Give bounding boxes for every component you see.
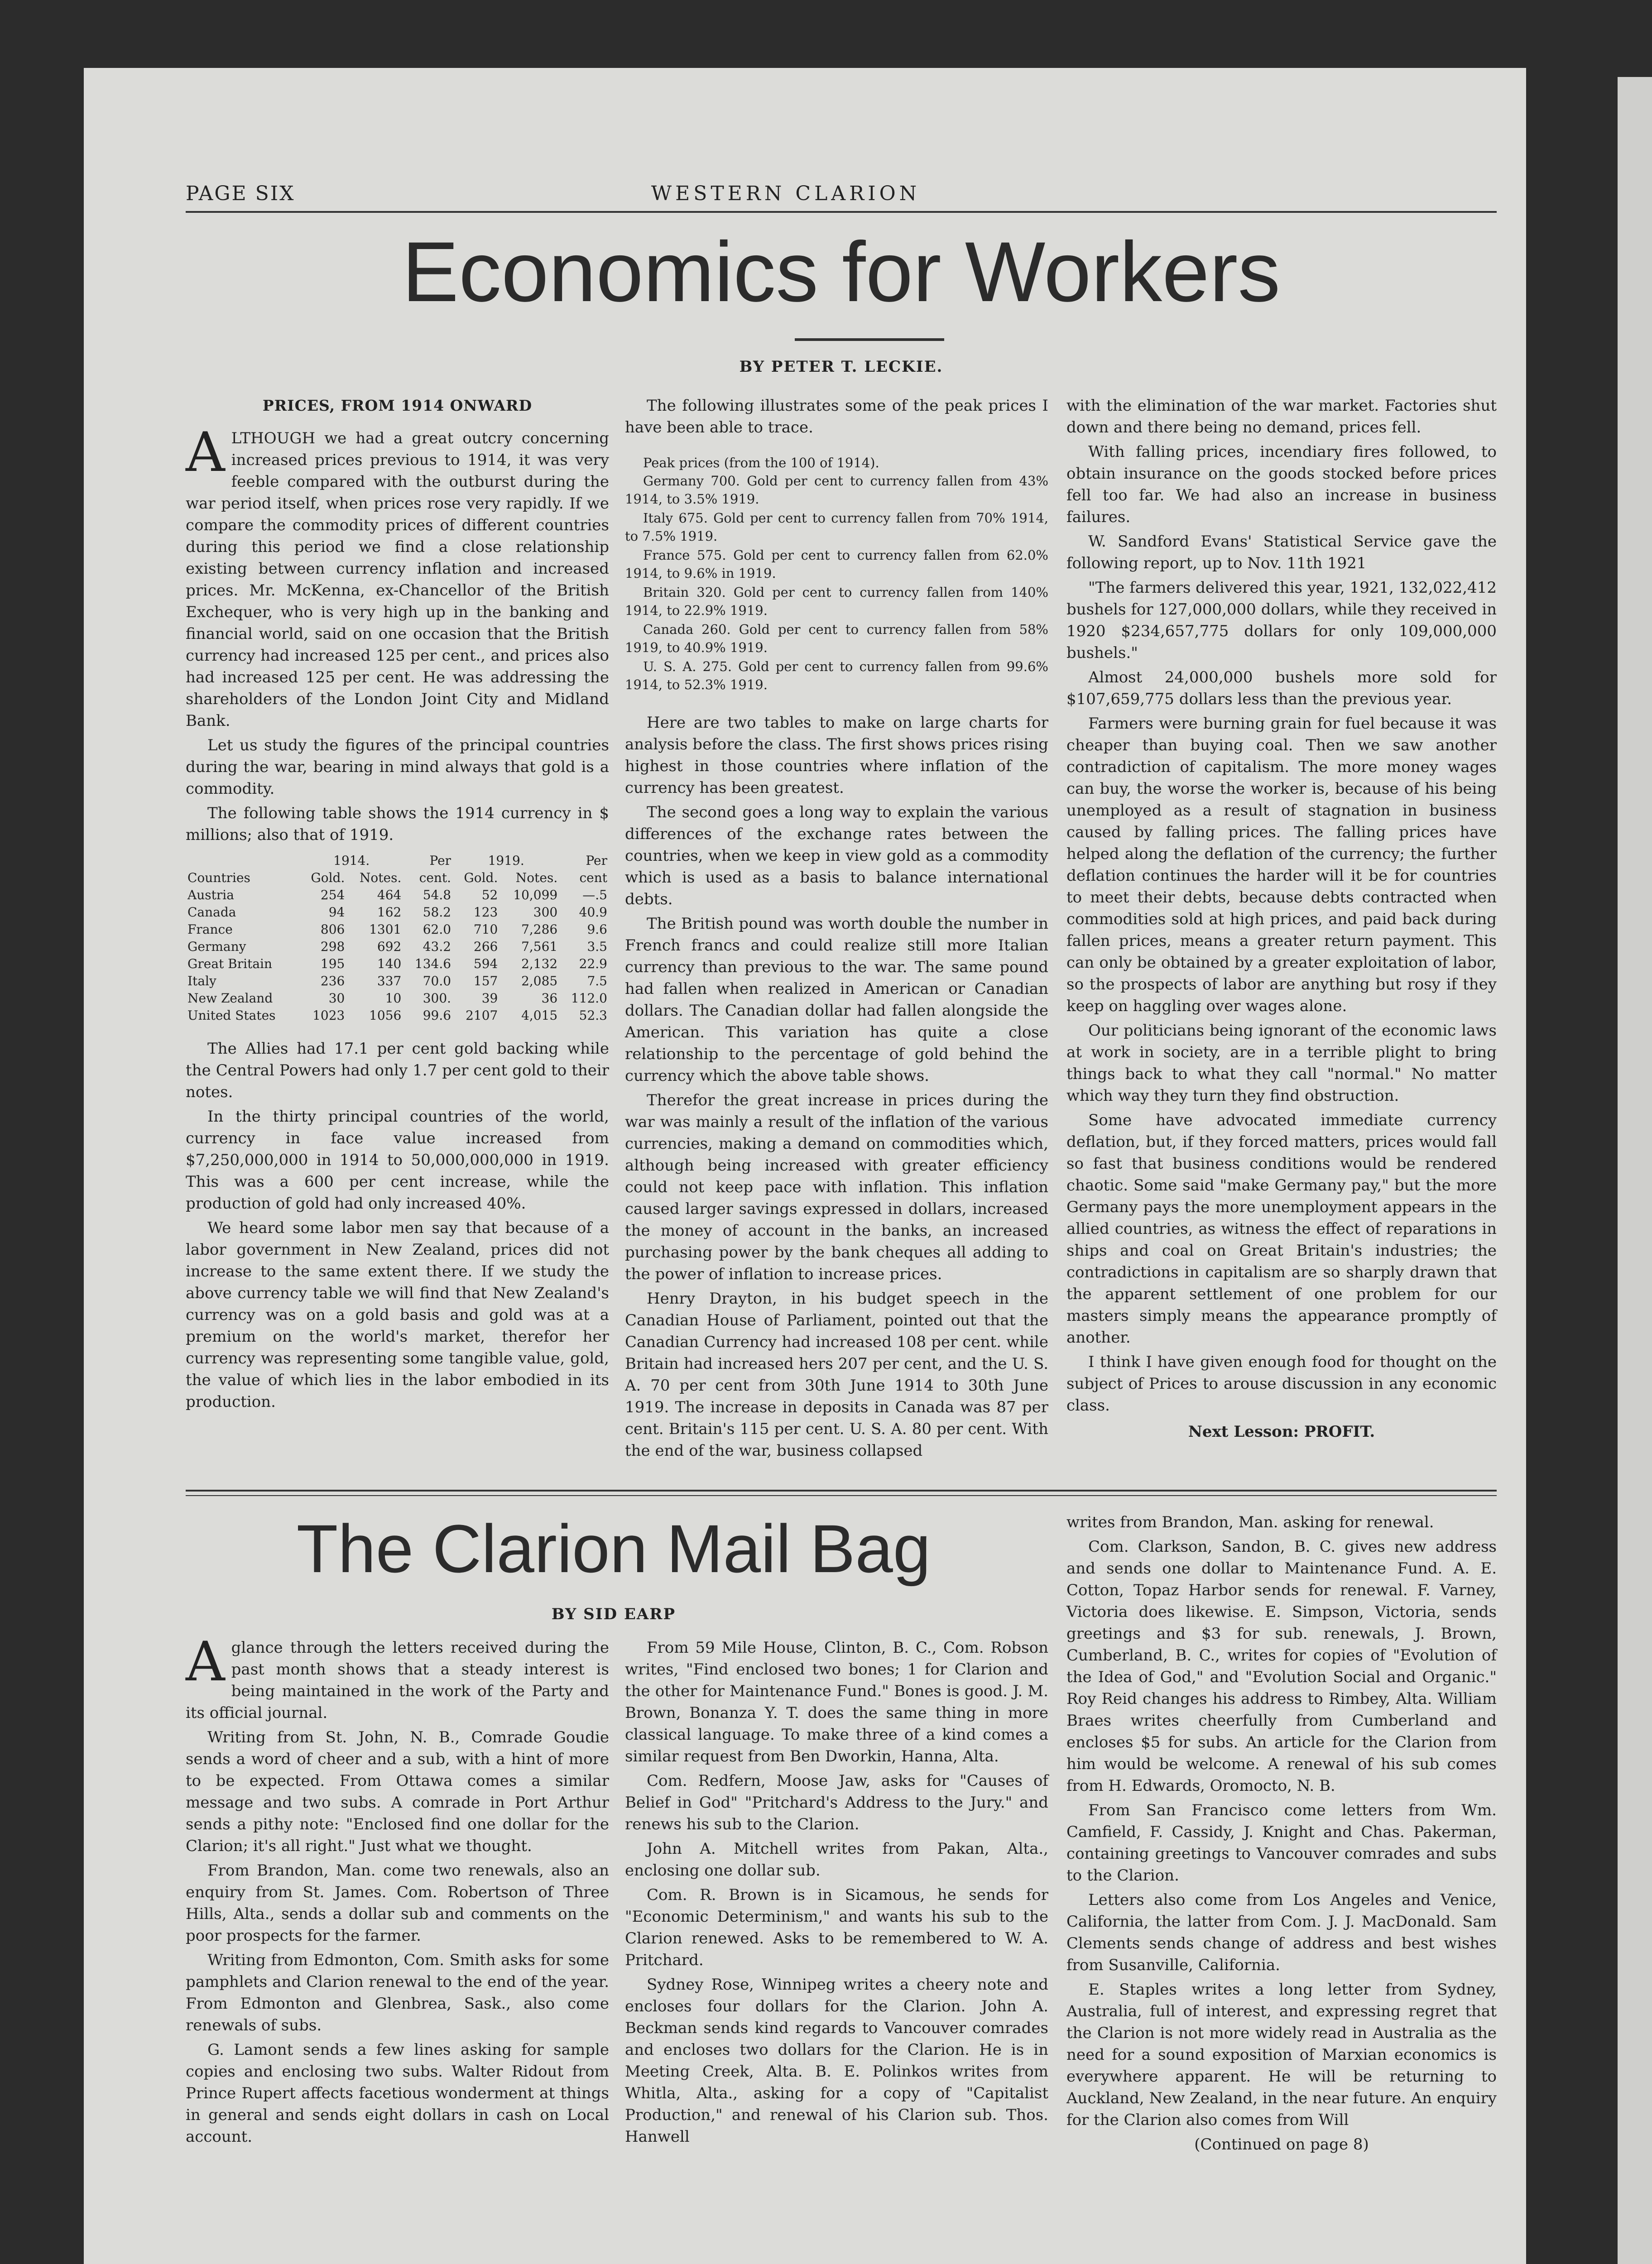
country-cell: Germany xyxy=(187,939,246,954)
peak-price-item: Italy 675. Gold per cent to currency fallen from 70% 1914, to 7.5% 1919. xyxy=(625,510,1048,544)
column-header: cent. xyxy=(419,870,451,885)
value-cell: 7,286 xyxy=(521,922,558,937)
peak-price-item: France 575. Gold per cent to currency fallen from 62.0% 1914, to 9.6% in 1919. xyxy=(625,547,1048,581)
value-cell: 123 xyxy=(473,905,498,920)
currency-table xyxy=(186,852,609,1024)
value-cell: 58.2 xyxy=(423,905,451,920)
value-cell: 52.3 xyxy=(579,1008,607,1023)
column-header: Gold. xyxy=(464,870,498,885)
table-row xyxy=(186,973,609,990)
value-cell: 22.9 xyxy=(579,956,607,971)
article-paragraph: Writing from St. John, N. B., Comrade Goudie sends a word of cheer and a sub, with a hint of more to be expected. From Ottawa comes a similar message and two subs. A comrade in Port Arthur sends a pithy note: "Enclosed find one dollar for the Clarion; it's all right." Just what we thought. xyxy=(186,1728,609,1855)
article-paragraph: I think I have given enough food for thought on the subject of Prices to arouse discussion in any economic class. xyxy=(1066,1353,1497,1415)
value-cell: 99.6 xyxy=(423,1008,451,1023)
column-header: Notes. xyxy=(515,870,558,885)
value-cell: 62.0 xyxy=(423,922,451,937)
value-cell: 298 xyxy=(320,939,345,954)
column-header: Notes. xyxy=(359,870,402,885)
table-row xyxy=(186,955,609,973)
adjacent-page-edge xyxy=(1618,77,1652,2264)
article-paragraph: W. Sandford Evans' Statistical Service gave the following report, up to Nov. 11th 1921 xyxy=(1066,532,1497,572)
article-paragraph: ALTHOUGH we had a great outcry concerning increased prices previous to 1914, it was very feeble compared with the outburst during the war period itself, when prices rose very rapidly. If we compare the commodity prices of different countries during this period we find a close relationship existing between currency inflation and increased prices. Mr. McKenna, ex-Chancellor of the British Exchequer, who is very high up in the banking and financial world, said on one occasion that the British currency had increased 125 per cent., and prices also had increased 125 per cent. He was addressing the shareholders of the London Joint City and Midland Bank. xyxy=(186,421,609,730)
article-paragraph: With falling prices, incendiary fires followed, to obtain insurance on the goods stocked before prices fell too far. We had also an increase in business failures. xyxy=(1066,443,1497,526)
value-cell: 7.5 xyxy=(587,974,607,988)
article-paragraph: Writing from Edmonton, Com. Smith asks for some pamphlets and Clarion renewal to the end of the year. From Edmonton and Glenbrea, Sask., also come renewals of subs. xyxy=(186,1951,609,2034)
value-cell: 39 xyxy=(481,991,498,1006)
article-paragraph: Com. Redfern, Moose Jaw, asks for "Causes of Belief in God" "Pritchard's Address to the Jury." and renews his sub to the Clarion. xyxy=(625,1772,1048,1833)
value-cell: 157 xyxy=(473,974,498,988)
value-cell: 236 xyxy=(320,974,345,988)
article-paragraph: Some have advocated immediate currency deflation, but, if they forced matters, prices would fall so fast that business conditions would be rendered chaotic. Some said "make Germany pay," but the more Germany pays the more unemployment appears in the allied countries, as witness the effect of reparations in ships and coal on Great Britain's industries; the contradictions in capitalism are so sharply drawn that the apparent settlement of one problem for our masters simply means the appearance promptly of another. xyxy=(1066,1111,1497,1347)
column-header: Countries xyxy=(187,870,250,885)
table-row xyxy=(186,938,609,955)
article-title: Economics for Workers xyxy=(402,224,1281,319)
article-paragraph: Let us study the figures of the principal countries during the war, bearing in mind always that gold is a commodity. xyxy=(186,736,609,798)
section-subhead: PRICES, FROM 1914 ONWARD xyxy=(262,397,533,414)
article-paragraph: Our politicians being ignorant of the economic laws at work in society, are in a terrible plight to bring things back to what they call "normal." No matter which way they turn they find obstruction. xyxy=(1066,1022,1497,1105)
country-cell: Austria xyxy=(187,887,234,902)
article-paragraph: Henry Drayton, in his budget speech in the Canadian House of Parliament, pointed out that the Canadian Currency had increased 108 per cent. while Britain had increased hers 207 per cent, and the U. S. A. 70 per cent from 30th June 1914 to 30th June 1919. The increase in deposits in Canada was 87 per cent. Britain's 115 per cent. U. S. A. 80 per cent. With the end of the war, business collapsed xyxy=(625,1290,1048,1460)
value-cell: 1301 xyxy=(369,922,402,937)
value-cell: 2,085 xyxy=(521,974,558,988)
table-header-row xyxy=(186,852,609,869)
article-column-2 xyxy=(625,395,1048,1464)
value-cell: 40.9 xyxy=(579,905,607,920)
mailbag-column-2 xyxy=(625,1637,1048,2150)
next-lesson: Next Lesson: PROFIT. xyxy=(1188,1423,1375,1441)
article-paragraph: Here are two tables to make on large charts for analysis before the class. The first shows prices rising highest in those countries where inflation of the currency has been greatest. xyxy=(625,714,1048,797)
table-row xyxy=(186,904,609,921)
peak-price-item: Germany 700. Gold per cent to currency fallen from 43% 1914, to 3.5% 1919. xyxy=(625,473,1048,507)
country-cell: New Zealand xyxy=(187,991,273,1006)
article-paragraph: Sydney Rose, Winnipeg writes a cheery note and encloses four dollars for the Clarion. John A. Beckman sends kind regards to Vancouver comrades and encloses two dollars for the Clarion. He is in Meeting Creek, Alta. B. E. Polinkos writes from Whitla, Alta., asking for a copy of "Capitalist Production," and renewal of his Clarion sub. Thos. Hanwell xyxy=(625,1976,1048,2146)
column-header: Gold. xyxy=(311,870,345,885)
value-cell: 112.0 xyxy=(571,991,607,1006)
value-cell: 140 xyxy=(377,956,402,971)
continued-note: (Continued on page 8) xyxy=(1194,2135,1369,2154)
per-header: Per xyxy=(586,853,607,868)
value-cell: 134.6 xyxy=(414,956,451,971)
table-header-row xyxy=(186,869,609,887)
section-divider xyxy=(186,1490,1497,1492)
peak-price-item: Canada 260. Gold per cent to currency fallen from 58% 1919, to 40.9% 1919. xyxy=(625,622,1048,655)
article-paragraph: with the elimination of the war market. Factories shut down and there being no demand, prices fell. xyxy=(1066,397,1497,436)
value-cell: 10,099 xyxy=(513,887,558,902)
article-byline: BY PETER T. LECKIE. xyxy=(739,358,943,376)
value-cell: 94 xyxy=(328,905,345,920)
article-column-1 xyxy=(186,395,609,1415)
article-paragraph: From San Francisco come letters from Wm. Camfield, F. Cassidy, J. Knight and Chas. Pakerman, containing greetings to Vancouver comrades and subs to the Clarion. xyxy=(1066,1801,1497,1885)
value-cell: 300. xyxy=(423,991,451,1006)
country-cell: Great Britain xyxy=(187,956,273,971)
title-rule xyxy=(795,338,944,341)
value-cell: 4,015 xyxy=(521,1008,558,1023)
article-paragraph: Aglance through the letters received during the past month shows that a steady interest is being maintained in the work of the Party and its official journal. xyxy=(186,1631,609,1722)
article-paragraph: Therefor the great increase in prices during the war was mainly a result of the inflation of the various currencies, making a demand on commodities which, although being increased with greater efficiency could not keep pace with inflation. This inflation caused larger savings expressed in dollars, increased the money of account in the banks, an increased purchasing power by the bank cheques all adding to the power of inflation to increase prices. xyxy=(625,1091,1048,1283)
value-cell: 337 xyxy=(377,974,402,988)
article-paragraph: In the thirty principal countries of the world, currency in face value increased from $7,250,000,000 in 1914 to 50,000,000,000 in 1919. This was a 600 per cent increase, while the production of gold had only increased 40%. xyxy=(186,1108,609,1213)
value-cell: 1056 xyxy=(369,1008,402,1023)
country-cell: Canada xyxy=(187,905,236,920)
country-cell: France xyxy=(187,922,233,937)
article-paragraph: "The farmers delivered this year, 1921, 132,022,412 bushels for 127,000,000 dollars, while they received in 1920 $234,657,775 dollars for only 109,000,000 bushels." xyxy=(1066,579,1497,662)
mailbag-column-3 xyxy=(1066,1511,1497,2155)
article-paragraph: John A. Mitchell writes from Pakan, Alta., enclosing one dollar sub. xyxy=(625,1840,1048,1880)
peak-price-item: U. S. A. 275. Gold per cent to currency fallen from 99.6% 1914, to 52.3% 1919. xyxy=(625,659,1048,692)
article-paragraph: The British pound was worth double the number in French francs and could realize still more Italian currency than previous to the war. The same pound had fallen when realized in American or Canadian dollars. The Canadian dollar had fallen alongside the American. This variation has quite a close relationship to the percentage of gold behind the currency which the above table shows. xyxy=(625,915,1048,1085)
article-paragraph: Com. R. Brown is in Sicamous, he sends for "Economic Determinism," and wants his sub to the Clarion renewed. Asks to be remembered to W. A. Pritchard. xyxy=(625,1886,1048,1969)
value-cell: 36 xyxy=(541,991,558,1006)
value-cell: 2107 xyxy=(466,1008,498,1023)
year-1914-header: 1914. xyxy=(333,853,370,868)
article-paragraph: We heard some labor men say that because of a labor government in New Zealand, prices did not increase to the same extent there. If we study the above currency table we will find that New Zealand's currency was on a gold basis and gold was at a premium on the world's market, therefor her currency was representing some tangible value, gold, the value of which lies in the labor embodied in its production. xyxy=(186,1219,609,1411)
article-paragraph: Farmers were burning grain for fuel because it was cheaper than buying coal. Then we saw another contradiction of capitalism. The more money wages can buy, the worse the worker is, because of his being unemployed as a result of stagnation in business caused by falling prices. The falling prices have helped along the deflation of the currency; the further deflation continues the harder will it be for countries to meet their debts, because debts contracted when commodities sold at high prices, and paid back during fallen prices, means a greater return payment. This can only be obtained by a greater exploitation of labor, so the prospects of labor are anything but rosy if they keep on haggling over wages alone. xyxy=(1066,715,1497,1015)
article-paragraph: The second goes a long way to explain the various differences of the exchange rates between the countries, when we keep in view gold as a commodity which is used as a basis to balance international debts. xyxy=(625,803,1048,908)
value-cell: 195 xyxy=(320,956,345,971)
peak-prices-title: Peak prices (from the 100 of 1914). xyxy=(643,455,879,470)
masthead: WESTERN CLARION xyxy=(651,182,921,205)
value-cell: 3.5 xyxy=(587,939,607,954)
column-header: cent xyxy=(579,870,607,885)
article-paragraph: From 59 Mile House, Clinton, B. C., Com. Robson writes, "Find enclosed two bones; 1 for Clarion and the other for Maintenance Fund." Bones is good. J. M. Brown, Bonanza Y. T. does the same thing in more classical language. To make three of a kind comes a similar request from Ben Dworkin, Hanna, Alta. xyxy=(625,1639,1048,1765)
article-paragraph: Letters also come from Los Angeles and Venice, California, the latter from Com. J. J. MacDonald. Sam Clements sends change of address and best wishes from Susanville, California. xyxy=(1066,1891,1497,1974)
table-row xyxy=(186,887,609,904)
value-cell: —.5 xyxy=(582,887,607,902)
article-paragraph: Com. Clarkson, Sandon, B. C. gives new address and sends one dollar to Maintenance Fund. A. E. Cotton, Topaz Harbor sends for renewal. F. Varney, Victoria does likewise. E. Simpson, Victoria, sends greetings and $3 for sub. renewals, J. Brown, Cumberland, B. C., writes for copies of "Evolution of the Idea of God," and "Evolution Social and Organic." Roy Reid changes his address to Rimbey, Alta. William Braes writes cheerfully from Cumberland and encloses $5 for subs. An article for the Clarion from him would be welcome. A renewal of his sub comes from H. Edwards, Oromocto, N. B. xyxy=(1066,1538,1497,1795)
newspaper-page xyxy=(84,68,1526,2264)
table-row xyxy=(186,1007,609,1024)
drop-cap: A xyxy=(186,421,225,484)
value-cell: 7,561 xyxy=(521,939,558,954)
value-cell: 692 xyxy=(377,939,402,954)
value-cell: 43.2 xyxy=(423,939,451,954)
mailbag-byline: BY SID EARP xyxy=(551,1605,676,1623)
value-cell: 464 xyxy=(377,887,402,902)
peak-price-item: Britain 320. Gold per cent to currency fallen from 140% 1914, to 22.9% 1919. xyxy=(625,585,1048,618)
value-cell: 254 xyxy=(320,887,345,902)
value-cell: 162 xyxy=(377,905,402,920)
value-cell: 54.8 xyxy=(423,887,451,902)
article-paragraph: From Brandon, Man. come two renewals, also an enquiry from St. James. Com. Robertson of Three Hills, Alta., sends a dollar sub and comments on the poor prospects for the farmer. xyxy=(186,1861,609,1945)
peak-prices-list xyxy=(625,454,1048,694)
country-cell: United States xyxy=(187,1008,276,1023)
article-paragraph: writes from Brandon, Man. asking for renewal. xyxy=(1066,1513,1434,1531)
article-paragraph: The Allies had 17.1 per cent gold backing while the Central Powers had only 1.7 per cent gold to their notes. xyxy=(186,1040,609,1101)
value-cell: 9.6 xyxy=(587,922,607,937)
article-column-3 xyxy=(1066,395,1497,1443)
value-cell: 2,132 xyxy=(521,956,558,971)
mailbag-title: The Clarion Mail Bag xyxy=(296,1511,931,1587)
value-cell: 30 xyxy=(328,991,345,1006)
article-paragraph: Almost 24,000,000 bushels more sold for $107,659,775 dollars less than the previous year. xyxy=(1066,668,1497,708)
header-rule xyxy=(186,211,1497,213)
article-paragraph: E. Staples writes a long letter from Sydney, Australia, full of interest, and expressing regret that the Clarion is not more widely read in Australia as the need for a sound exposition of Marxian economics is everywhere apparent. He will be returning to Auckland, New Zealand, in the near future. An enquiry for the Clarion also comes from Will xyxy=(1066,1981,1497,2129)
value-cell: 594 xyxy=(473,956,498,971)
value-cell: 710 xyxy=(473,922,498,937)
value-cell: 300 xyxy=(533,905,558,920)
country-cell: Italy xyxy=(187,974,216,988)
value-cell: 1023 xyxy=(312,1008,345,1023)
table-row xyxy=(186,990,609,1007)
value-cell: 10 xyxy=(385,991,402,1006)
page-number: PAGE SIX xyxy=(186,182,295,205)
drop-cap: A xyxy=(186,1631,225,1693)
per-header: Per xyxy=(429,853,451,868)
article-paragraph: The following illustrates some of the peak prices I have been able to trace. xyxy=(625,397,1048,436)
mailbag-column-1 xyxy=(186,1631,609,2150)
value-cell: 806 xyxy=(320,922,345,937)
year-1919-header: 1919. xyxy=(488,853,524,868)
value-cell: 70.0 xyxy=(423,974,451,988)
value-cell: 52 xyxy=(481,887,498,902)
table-row xyxy=(186,921,609,938)
value-cell: 266 xyxy=(473,939,498,954)
section-divider xyxy=(186,1495,1497,1496)
article-paragraph: G. Lamont sends a few lines asking for sample copies and enclosing two subs. Walter Ridout from Prince Rupert affects facetious wonderment at things in general and sends eight dollars in cash on Local account. xyxy=(186,2041,609,2146)
article-paragraph: The following table shows the 1914 currency in $ millions; also that of 1919. xyxy=(186,804,609,844)
